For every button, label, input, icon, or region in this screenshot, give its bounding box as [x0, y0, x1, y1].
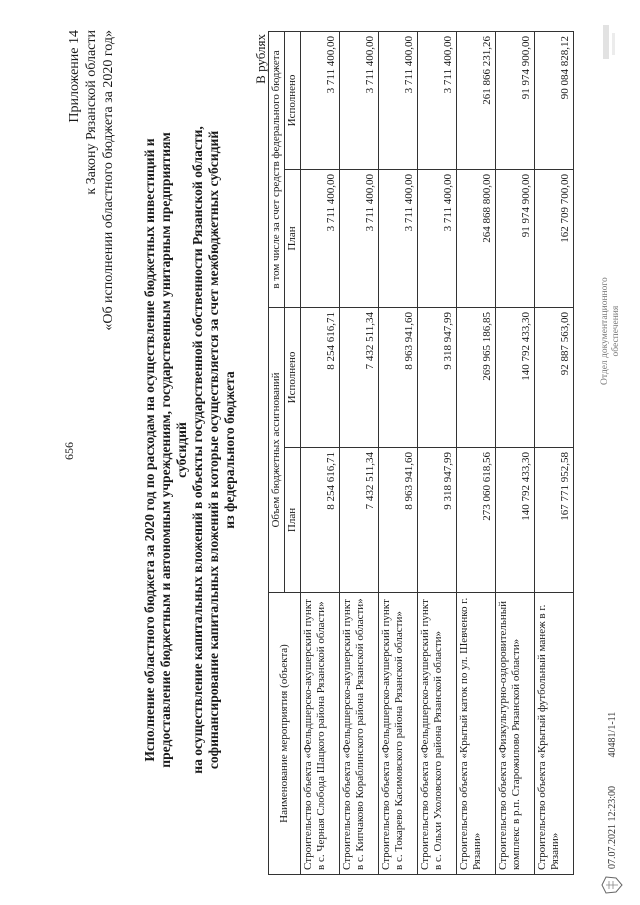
row-plan: 8 254 616,71: [301, 448, 340, 593]
table-row: [379, 31, 418, 874]
row-plan: 140 792 433,30: [496, 448, 535, 593]
appendix-law: к Закону Рязанской области: [84, 30, 99, 195]
row-federal-plan: 162 709 700,00: [535, 169, 574, 307]
title-line: на осуществление капитальных вложений в объекты государственной собственности Рязанской области,: [190, 126, 205, 774]
row-federal-plan: 91 974 900,00: [496, 169, 535, 307]
currency-unit: В рублях: [253, 34, 268, 84]
row-plan: 167 771 952,58: [535, 448, 574, 593]
footer-registration: [607, 686, 618, 869]
footer-datetime: 07.07.2021 12:23:00: [607, 785, 618, 869]
header-federal-executed: Исполнено: [285, 31, 301, 169]
row-federal-plan: 3 711 400,00: [340, 169, 379, 307]
row-name: Строительство объекта «Фельдшерско-акушерский пункт в с. Токарево Касимовского района Рязанской области»: [379, 593, 418, 875]
document-title: [142, 105, 238, 795]
stamp-line: обеспечения: [611, 305, 621, 357]
header-volume: Объем бюджетных ассигнований: [269, 307, 285, 592]
row-name: Строительство объекта «Крытый каток по ул. Шевченко г. Рязани»: [457, 593, 496, 875]
row-executed: 269 965 186,85: [457, 307, 496, 447]
row-executed: 9 318 947,99: [418, 307, 457, 447]
row-federal-plan: 264 868 800,00: [457, 169, 496, 307]
title-line: предоставление бюджетным и автономным учреждениям, государственным унитарным предприятиям субсидий: [158, 132, 189, 768]
scan-artifact: [603, 25, 609, 59]
row-executed: 8 963 941,60: [379, 307, 418, 447]
row-federal-executed: 3 711 400,00: [340, 31, 379, 169]
budget-table: [268, 31, 574, 875]
row-federal-plan: 3 711 400,00: [301, 169, 340, 307]
row-name: Строительство объекта «Крытый футбольный манеж в г. Рязани»: [535, 593, 574, 875]
title-line: софинансирование капитальных вложений в которые осуществляется за счет межбюджетных субсидий: [206, 130, 221, 770]
appendix-number: Приложение 14: [67, 30, 82, 123]
footer-doc-id: 40481/1-11: [607, 711, 618, 758]
row-federal-executed: 90 084 828,12: [535, 31, 574, 169]
row-name: Строительство объекта «Физкультурно-оздоровительный комплекс в р.п. Старожилово Рязанской области»: [496, 593, 535, 875]
row-name: Строительство объекта «Фельдшерско-акушерский пункт в с. Кипчаково Кораблинского района Рязанской области»: [340, 593, 379, 875]
row-name: Строительство объекта «Фельдшерско-акушерский пункт в с. Черная Слобода Шацкого района Рязанской области»: [301, 593, 340, 875]
table-row: [418, 31, 457, 874]
scan-artifact: [612, 33, 615, 55]
row-name: Строительство объекта «Фельдшерско-акушерский пункт в с. Ольхи Ухоловского района Рязанской области»: [418, 593, 457, 875]
appendix-header: [66, 30, 117, 331]
table-row: [340, 31, 379, 874]
department-stamp: [600, 277, 622, 385]
header-plan: План: [285, 448, 301, 593]
row-executed: 8 254 616,71: [301, 307, 340, 447]
row-executed: 140 792 433,30: [496, 307, 535, 447]
row-executed: 7 432 511,34: [340, 307, 379, 447]
appendix-law-title: «Об исполнении областного бюджета за 2020 год»: [101, 30, 116, 331]
title-line: из федерального бюджета: [222, 371, 237, 529]
row-plan: 7 432 511,34: [340, 448, 379, 593]
table-row: [535, 31, 574, 874]
title-line: Исполнение областного бюджета за 2020 год по расходам на осуществление бюджетных инвестиций и: [142, 138, 157, 762]
header-federal-plan: План: [285, 169, 301, 307]
coat-of-arms-icon: [600, 873, 624, 897]
stamp-line: Отдел документационного: [600, 277, 610, 385]
row-federal-plan: 3 711 400,00: [418, 169, 457, 307]
table-row: [496, 31, 535, 874]
row-federal-executed: 3 711 400,00: [301, 31, 340, 169]
header-name: Наименование мероприятия (объекта): [269, 593, 301, 875]
row-federal-executed: 261 866 231,26: [457, 31, 496, 169]
table-row: [457, 31, 496, 874]
row-federal-plan: 3 711 400,00: [379, 169, 418, 307]
header-executed: Исполнено: [285, 307, 301, 447]
row-federal-executed: 91 974 900,00: [496, 31, 535, 169]
row-executed: 92 887 563,00: [535, 307, 574, 447]
row-plan: 8 963 941,60: [379, 448, 418, 593]
row-plan: 9 318 947,99: [418, 448, 457, 593]
row-federal-executed: 3 711 400,00: [418, 31, 457, 169]
page-number: 656: [62, 442, 76, 460]
row-plan: 273 060 618,56: [457, 448, 496, 593]
table-row: [301, 31, 340, 874]
row-federal-executed: 3 711 400,00: [379, 31, 418, 169]
header-federal: в том числе за счет средств федерального бюджета: [269, 31, 285, 307]
